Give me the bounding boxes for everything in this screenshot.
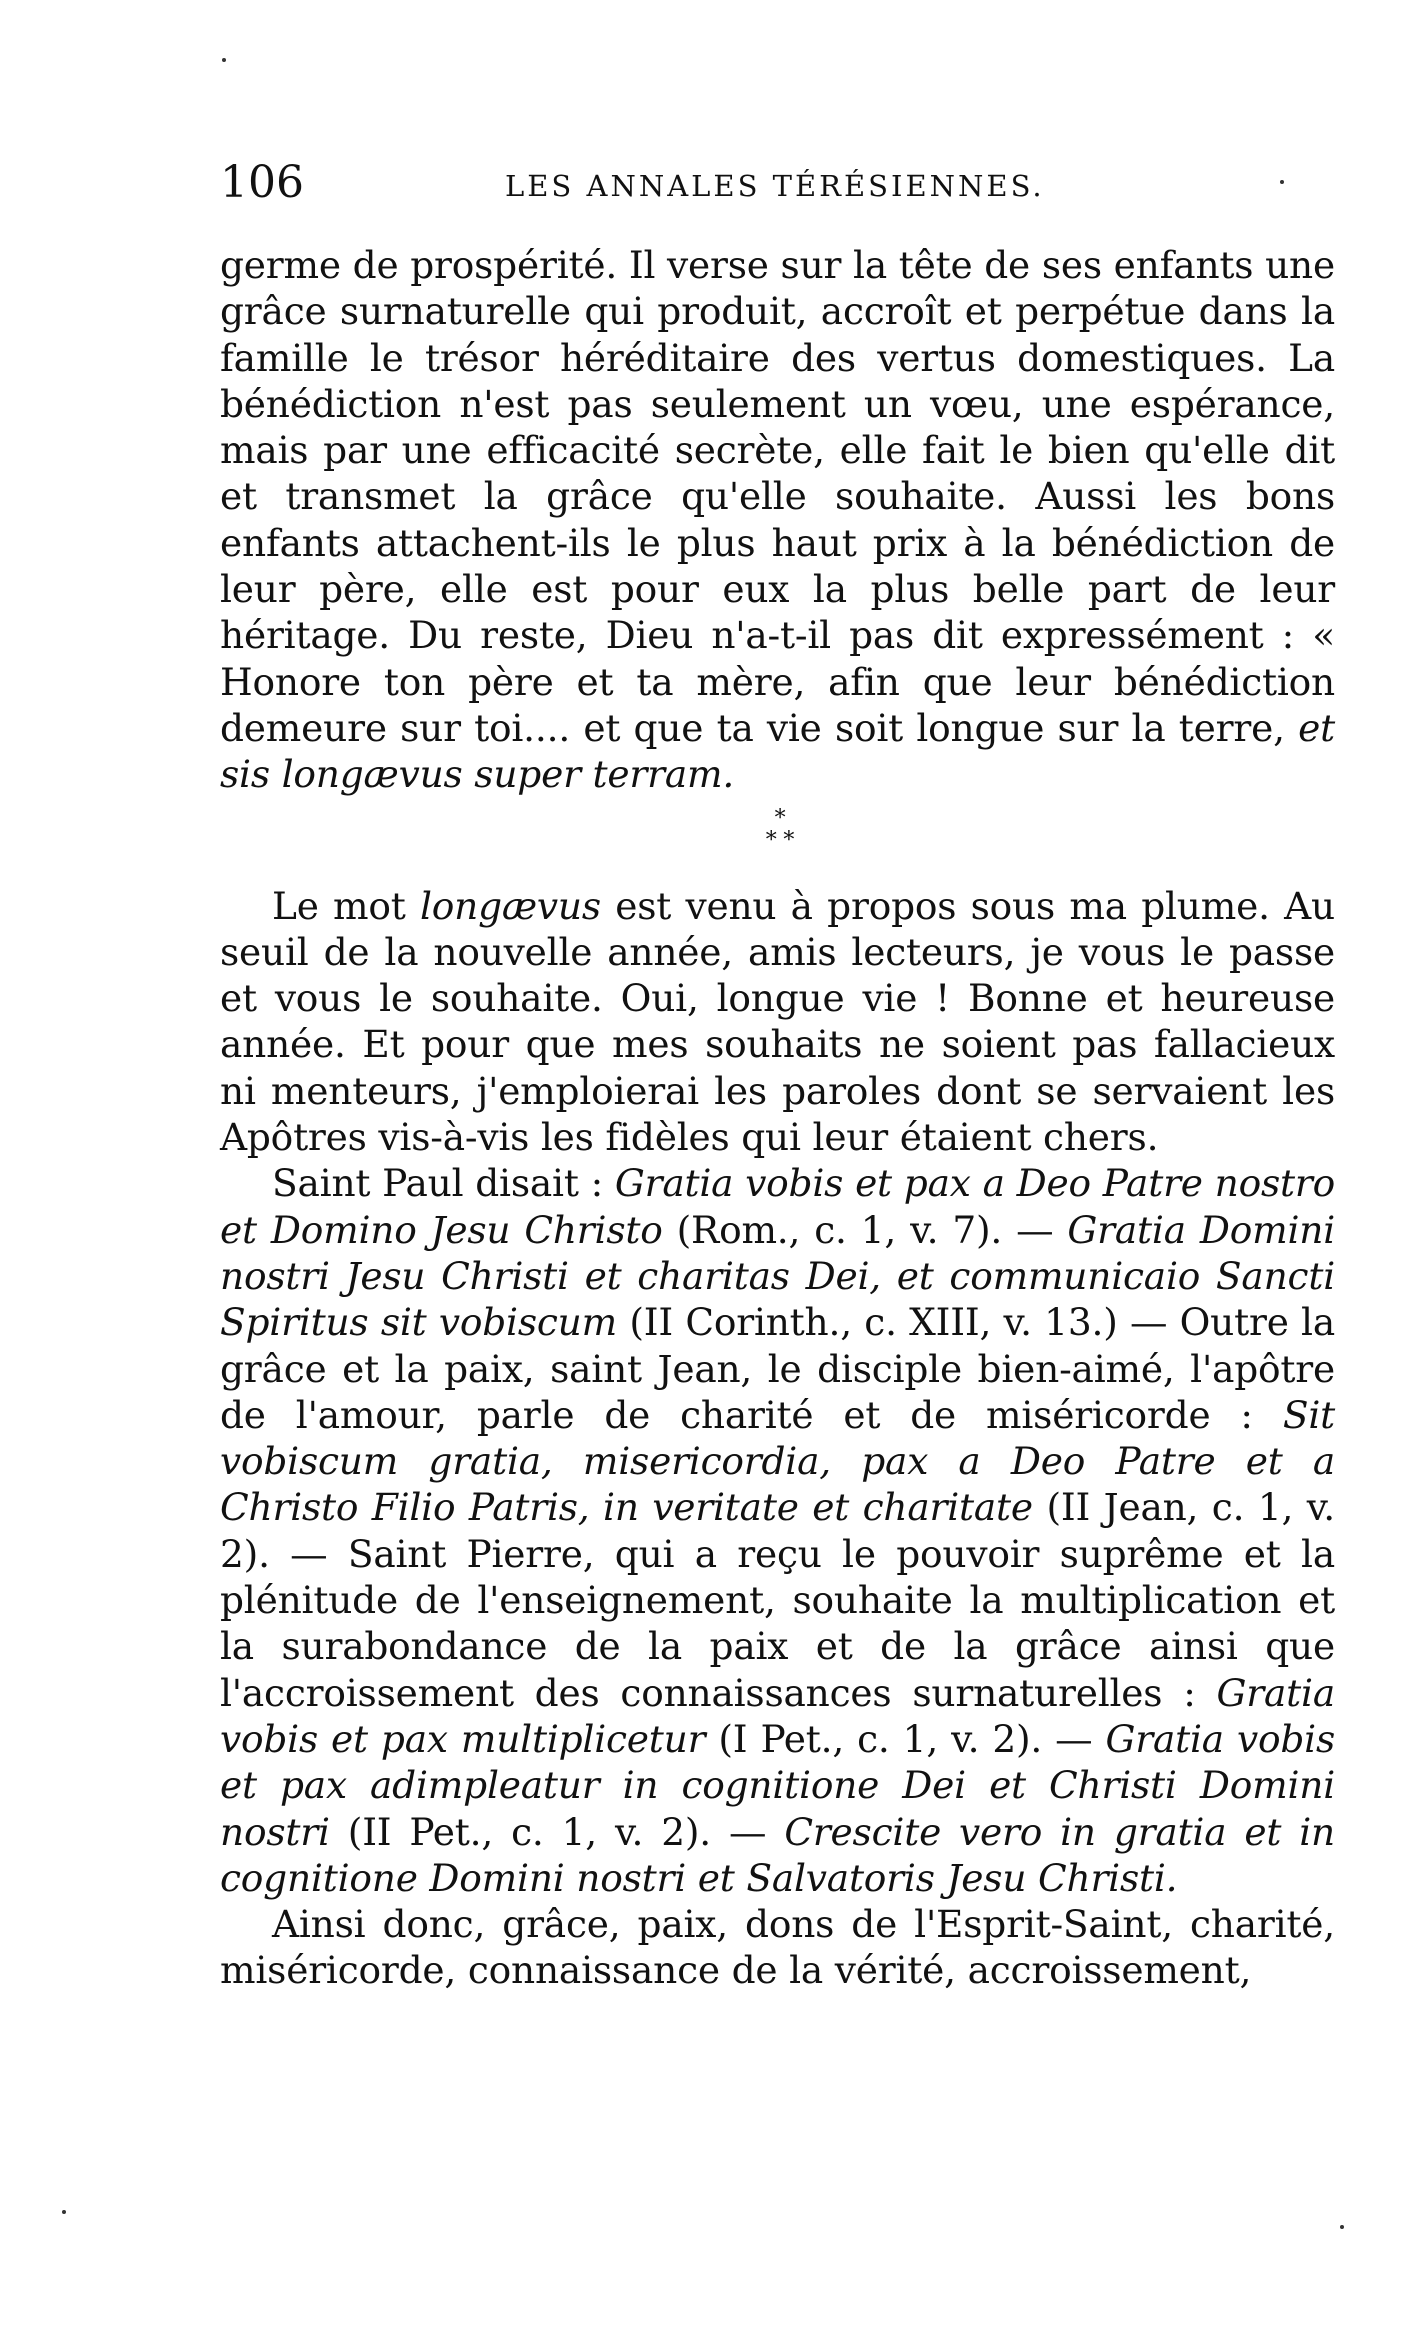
p3-text-b: (Rom., c. 1, v. 7). — <box>662 1207 1068 1252</box>
asterism <box>740 805 820 868</box>
p3-latin-b: Gratia Domini nostri Jesu Christi et charitas Dei, et communicaio Sancti Spiritus sit vobiscum <box>220 1207 1336 1345</box>
paragraph-2 <box>220 883 1335 1161</box>
section-separator <box>220 798 1335 883</box>
paper-speck <box>222 58 226 62</box>
p3-text-d: (II Jean, c. 1, v. 2). — Saint Pierre, qui a reçu le pouvoir suprême et la plénitude de l'enseignement, souhaite la multiplication et la surabondance de la paix et de la grâce ainsi que l'accroissement des connaissances surnaturelles : <box>220 1485 1335 1715</box>
running-head: LES ANNALES TÉRÉSIENNES. <box>505 169 1045 203</box>
p3-latin-c: Sit vobiscum gratia, misericordia, pax a Deo Patre et a Christo Filio Patris, in veritate et charitate <box>220 1392 1335 1530</box>
body-text <box>220 242 1335 1994</box>
p3-latin-f: Crescite vero in gratia et in cognitione Domini nostri et Salvatoris Jesu Christi. <box>220 1809 1335 1900</box>
page-header <box>220 158 1340 208</box>
paragraph-4 <box>220 1901 1335 1994</box>
p3-text-e: (I Pet., c. 1, v. 2). — <box>705 1716 1106 1761</box>
paper-speck <box>62 2210 66 2214</box>
p3-text-c: (II Corinth., c. XIII, v. 13.) — Outre la grâce et la paix, saint Jean, le disciple bien-aimé, l'apôtre de l'amour, parle de charité et de miséricorde : <box>220 1300 1335 1437</box>
p3-latin-a: Gratia vobis et pax a Deo Patre nostro et Domino Jesu Christo <box>220 1161 1335 1252</box>
page-number: 106 <box>220 157 304 208</box>
p3-text-a: Saint Paul disait : <box>272 1161 615 1206</box>
asterism-bottom: * * <box>765 827 795 853</box>
p1-text: germe de prospérité. Il verse sur la tête de ses enfants une grâce surnaturelle qui produit, accroît et perpétue dans la famille le trésor héréditaire des vertus domestiques. La bénédiction n'est pas seulement un vœu, une espérance, mais par une efficacité secrète, elle fait le bien qu'elle dit et transmet la grâce qu'elle souhaite. Aussi les bons enfants attachent-ils le plus haut prix à la bénédiction de leur père, elle est pour eux la plus belle part de leur héritage. Du reste, Dieu n'a-t-il pas dit expressément : « Honore ton père et ta mère, afin que leur bénédiction demeure sur toi.... et que ta vie soit longue sur la terre, <box>220 243 1335 750</box>
p2-latin: longævus <box>419 883 601 928</box>
paper-speck <box>1280 180 1284 184</box>
paper-speck <box>1340 2225 1344 2229</box>
p3-latin-d: Gratia vobis et pax multiplicetur <box>220 1670 1335 1761</box>
p2-text-a: Le mot <box>272 883 420 928</box>
asterism-top: * <box>774 805 786 831</box>
p1-latin: et sis longævus super terram. <box>220 705 1335 797</box>
paragraph-3 <box>220 1160 1335 1901</box>
paragraph-1 <box>220 242 1335 798</box>
p2-text-b: est venu à propos sous ma plume. Au seuil de la nouvelle année, amis lecteurs, je vous le passe et vous le souhaite. Oui, longue vie ! Bonne et heureuse année. Et pour que mes souhaits ne soient pas fallacieux ni menteurs, j'emploierai les paroles dont se servaient les Apôtres vis-à-vis les fidèles qui leur étaient chers. <box>220 883 1335 1160</box>
p4-text: Ainsi donc, grâce, paix, dons de l'Esprit-Saint, charité, miséricorde, connaissance de la vérité, accroissement, <box>220 1902 1335 1993</box>
p3-text-f: (II Pet., c. 1, v. 2). — <box>329 1809 785 1854</box>
p3-latin-e: Gratia vobis et pax adimpleatur in cognitione Dei et Christi Domini nostri <box>220 1716 1335 1854</box>
